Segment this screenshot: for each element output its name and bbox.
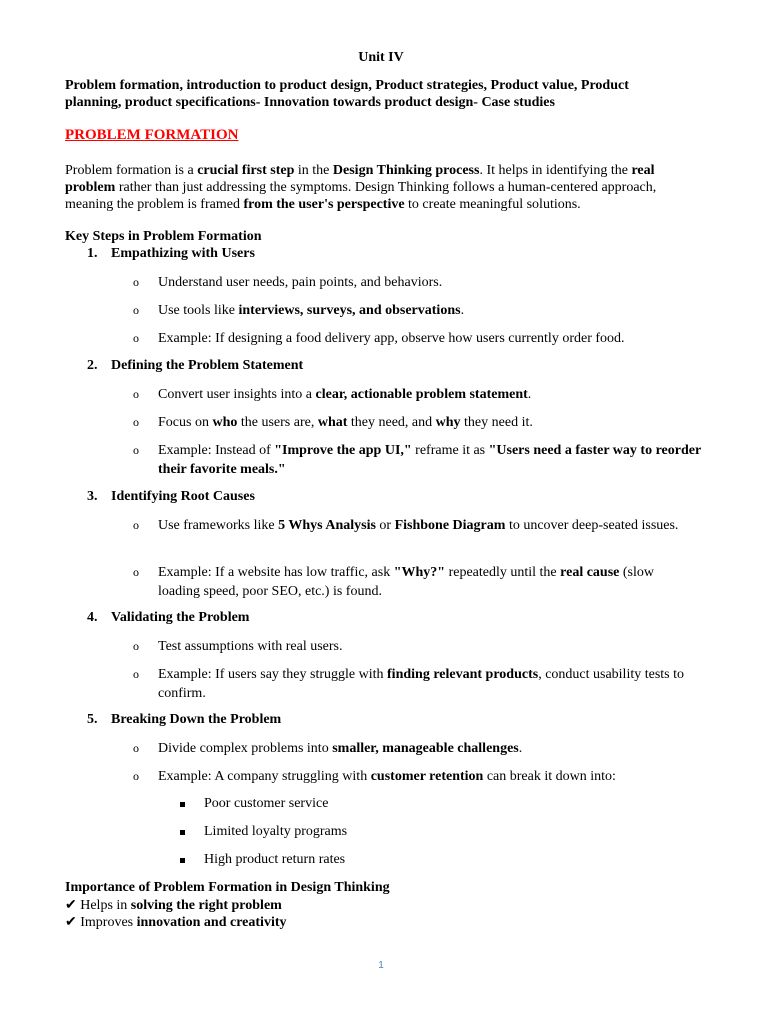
bullet-icon: o	[133, 387, 139, 401]
list-item: o Test assumptions with real users.	[133, 639, 343, 654]
square-bullet-icon	[180, 830, 185, 835]
list-item: o Understand user needs, pain points, and behaviors.	[133, 275, 443, 290]
intro-paragraph: Problem formation is a crucial first step in the Design Thinking process. It helps in identifying the real problem rather than just addressing the symptoms. Design Thinking follows a human-centered approach, meaning the problem is framed from the user's perspective to create meaningful solutions.	[65, 163, 657, 212]
bullet-icon: o	[133, 565, 139, 579]
sub-list-item: Poor customer service	[180, 796, 328, 812]
checkmark-icon: ✔	[65, 898, 77, 913]
list-item: o Use frameworks like 5 Whys Analysis or Fishbone Diagram to uncover deep-seated issues.	[133, 518, 679, 533]
bullet-icon: o	[133, 741, 139, 755]
bullet-icon: o	[133, 518, 139, 532]
list-item: o Example: If a website has low traffic, ask "Why?" repeatedly until the real cause (slow loading speed, poor SEO, etc.) is found.	[133, 565, 654, 599]
importance-heading: Importance of Problem Formation in Design Thinking	[65, 880, 390, 895]
checkmark-icon: ✔	[65, 915, 77, 930]
bullet-icon: o	[133, 769, 139, 783]
check-item: ✔ Improves innovation and creativity	[65, 915, 287, 930]
square-bullet-icon	[180, 802, 185, 807]
list-item: o Example: A company struggling with customer retention can break it down into:	[133, 769, 616, 784]
intro-line: Problem formation, introduction to product design, Product strategies, Product value, Product	[65, 78, 629, 93]
bullet-icon: o	[133, 667, 139, 681]
bullet-icon: o	[133, 331, 139, 345]
page-number: 1	[378, 960, 384, 971]
intro-topics	[65, 77, 715, 111]
sub-list-item: High product return rates	[180, 852, 345, 868]
list-item: o Divide complex problems into smaller, manageable challenges.	[133, 741, 523, 756]
unit-title: Unit IV	[358, 50, 404, 65]
steps-heading: Key Steps in Problem Formation	[65, 229, 262, 244]
section-title: PROBLEM FORMATION	[65, 127, 239, 143]
bullet-icon: o	[133, 443, 139, 457]
bullet-icon: o	[133, 415, 139, 429]
step-title: 4. Validating the Problem	[87, 610, 250, 625]
list-item: o Use tools like interviews, surveys, and observations.	[133, 303, 465, 318]
list-item: o Example: If users say they struggle with finding relevant products, conduct usability tests to confirm.	[133, 667, 685, 701]
check-item: ✔ Helps in solving the right problem	[65, 898, 282, 913]
bullet-icon: o	[133, 303, 139, 317]
list-item: o Focus on who the users are, what they need, and why they need it.	[133, 415, 533, 430]
list-item: o Convert user insights into a clear, actionable problem statement.	[133, 387, 532, 402]
bullet-icon: o	[133, 639, 139, 653]
sub-list-item: Limited loyalty programs	[180, 824, 347, 840]
step-title: 5. Breaking Down the Problem	[87, 712, 282, 727]
list-item: o Example: Instead of "Improve the app UI," reframe it as "Users need a faster way to reorder their favorite meals."	[133, 443, 701, 477]
step-title: 3. Identifying Root Causes	[87, 489, 255, 504]
step-title: 1. Empathizing with Users	[87, 246, 255, 261]
bullet-icon: o	[133, 275, 139, 289]
step-title: 2. Defining the Problem Statement	[87, 358, 304, 373]
square-bullet-icon	[180, 858, 185, 863]
intro-line: planning, product specifications- Innovation towards product design- Case studies	[65, 95, 555, 110]
list-item: o Example: If designing a food delivery app, observe how users currently order food.	[133, 331, 625, 346]
